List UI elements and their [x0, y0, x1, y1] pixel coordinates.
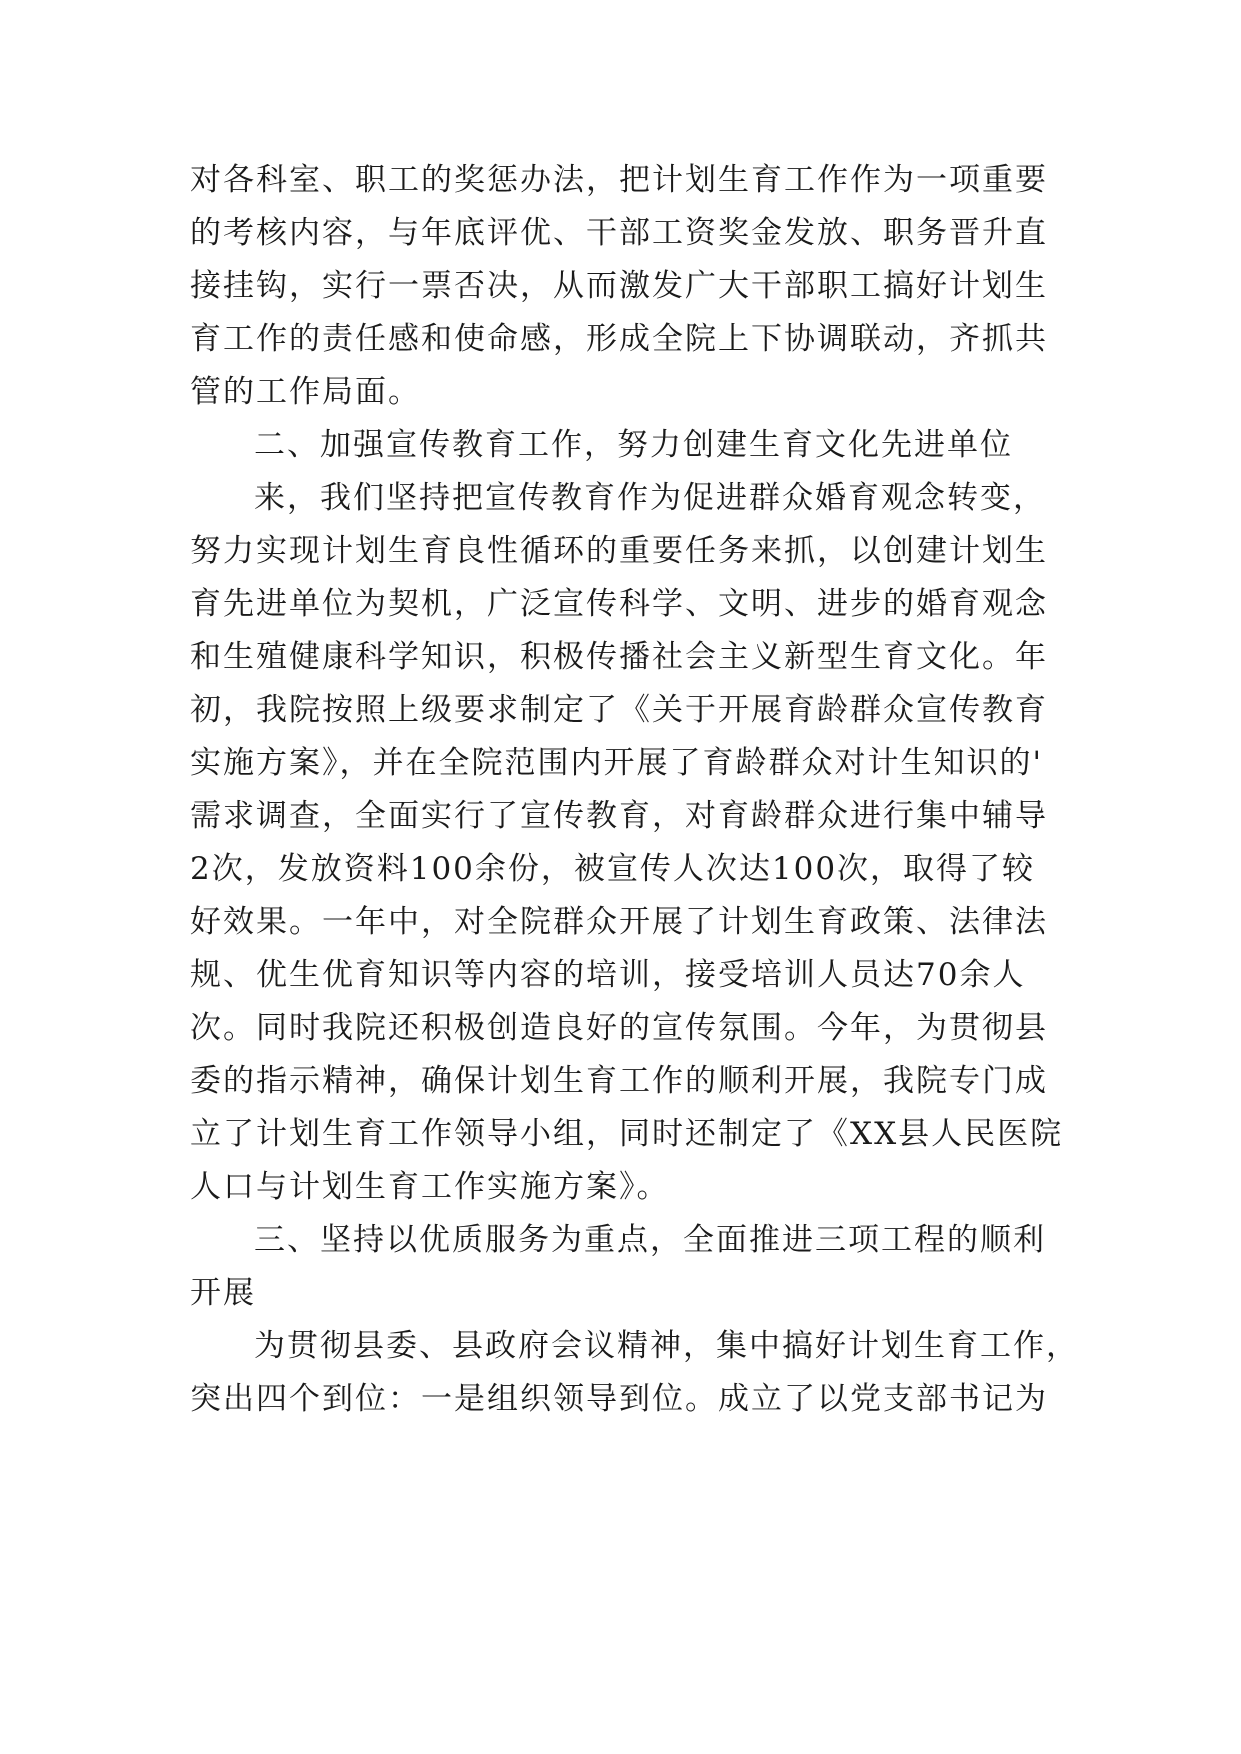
text-line: 的考核内容，与年底评优、干部工资奖金发放、职务晋升直 — [190, 215, 1048, 251]
text-line: 突出四个到位：一是组织领导到位。成立了以党支部书记为 — [190, 1381, 1048, 1417]
text-line: 实施方案》，并在全院范围内开展了育龄群众对计生知识的' — [190, 745, 1044, 781]
text-line: 初，我院按照上级要求制定了《关于开展育龄群众宣传教育 — [190, 692, 1048, 728]
text-line: 2次，发放资料100余份，被宣传人次达100次，取得了较 — [190, 851, 1036, 887]
section-heading: 二、加强宣传教育工作，努力创建生育文化先进单位 — [254, 427, 1013, 463]
text-line: 接挂钩，实行一票否决，从而激发广大干部职工搞好计划生 — [190, 268, 1048, 304]
text-line: 育先进单位为契机，广泛宣传科学、文明、进步的婚育观念 — [190, 586, 1048, 622]
text-line: 委的指示精神，确保计划生育工作的顺利开展，我院专门成 — [190, 1063, 1048, 1099]
text-line: 规、优生优育知识等内容的培训，接受培训人员达70余人 — [190, 957, 1026, 993]
text-line: 次。同时我院还积极创造良好的宣传氛围。今年，为贯彻县 — [190, 1010, 1048, 1046]
text-line: 立了计划生育工作领导小组，同时还制定了《XX县人民医院 — [190, 1116, 1064, 1152]
text-line: 管的工作局面。 — [190, 374, 421, 410]
text-line: 来，我们坚持把宣传教育作为促进群众婚育观念转变， — [254, 480, 1046, 516]
text-line: 育工作的责任感和使命感，形成全院上下协调联动，齐抓共 — [190, 321, 1048, 357]
text-line: 和生殖健康科学知识，积极传播社会主义新型生育文化。年 — [190, 639, 1048, 675]
text-line: 为贯彻县委、县政府会议精神，集中搞好计划生育工作， — [254, 1328, 1079, 1364]
section-heading-continued: 开展 — [190, 1275, 256, 1311]
section-heading: 三、坚持以优质服务为重点，全面推进三项工程的顺利 — [254, 1222, 1046, 1258]
text-line: 好效果。一年中，对全院群众开展了计划生育政策、法律法 — [190, 904, 1048, 940]
text-line: 对各科室、职工的奖惩办法，把计划生育工作作为一项重要 — [190, 162, 1048, 198]
text-line: 努力实现计划生育良性循环的重要任务来抓，以创建计划生 — [190, 533, 1048, 569]
text-line: 人口与计划生育工作实施方案》。 — [190, 1169, 670, 1205]
text-line: 需求调查，全面实行了宣传教育，对育龄群众进行集中辅导 — [190, 798, 1048, 834]
